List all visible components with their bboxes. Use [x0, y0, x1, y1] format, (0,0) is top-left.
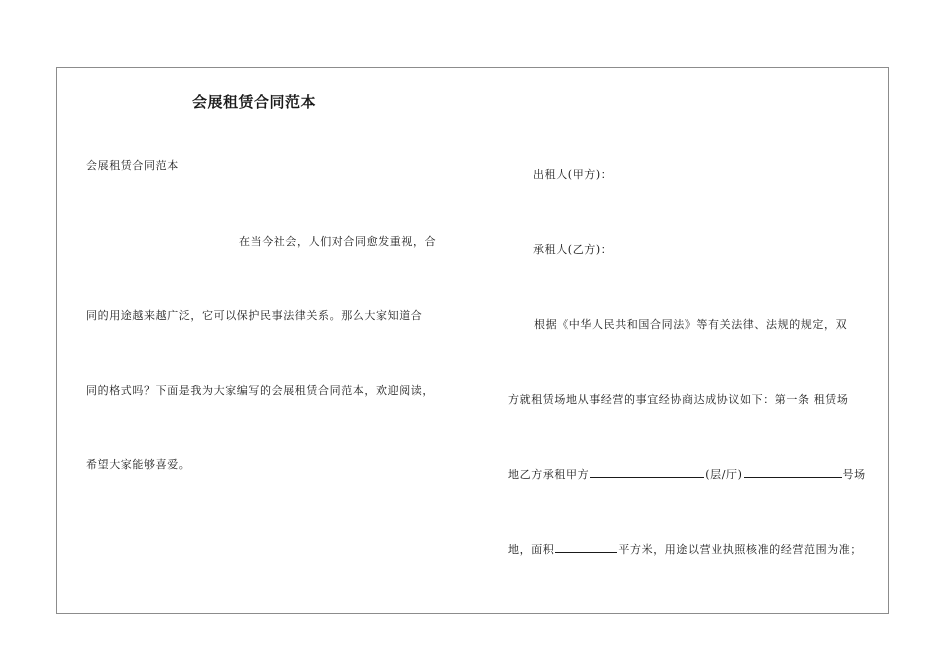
fill-blank-hall	[590, 467, 704, 478]
lessee-label: 承租人(乙方)：	[533, 243, 613, 256]
left-paragraph-line-3: 同的格式吗？下面是我为大家编写的会展租赁合同范本，欢迎阅读，	[86, 384, 434, 397]
contract-text-segment: 号场	[842, 468, 866, 481]
left-paragraph-line-2: 同的用途越来越广泛，它可以保护民事法律关系。那么大家知道合	[86, 309, 423, 322]
contract-paragraph-line-2: 方就租赁场地从事经营的事宜经协商达成协议如下：第一条 租赁场	[508, 393, 849, 406]
contract-paragraph-line-1: 根据《中华人民共和国合同法》等有关法律、法规的规定，双	[534, 318, 848, 331]
lessor-label: 出租人(甲方)：	[533, 168, 613, 181]
page-border	[56, 67, 889, 614]
document-title: 会展租赁合同范本	[192, 93, 317, 111]
contract-text-segment: 平方米，用途以营业执照核准的经营范围为准；	[618, 543, 863, 556]
fill-blank-booth-number	[744, 467, 842, 478]
fill-blank-area	[555, 542, 617, 553]
contract-text-segment: (层/厅)	[705, 468, 743, 481]
left-heading: 会展租赁合同范本	[86, 159, 179, 172]
contract-text-segment: 地乙方承租甲方	[508, 468, 590, 481]
left-paragraph-line-1: 在当今社会，人们对合同愈发重视，合	[239, 235, 437, 248]
contract-text-segment: 地，面积	[508, 543, 555, 556]
left-paragraph-line-4: 希望大家能够喜爱。	[86, 458, 191, 471]
contract-paragraph-line-4	[508, 542, 862, 557]
contract-paragraph-line-3	[508, 467, 866, 482]
